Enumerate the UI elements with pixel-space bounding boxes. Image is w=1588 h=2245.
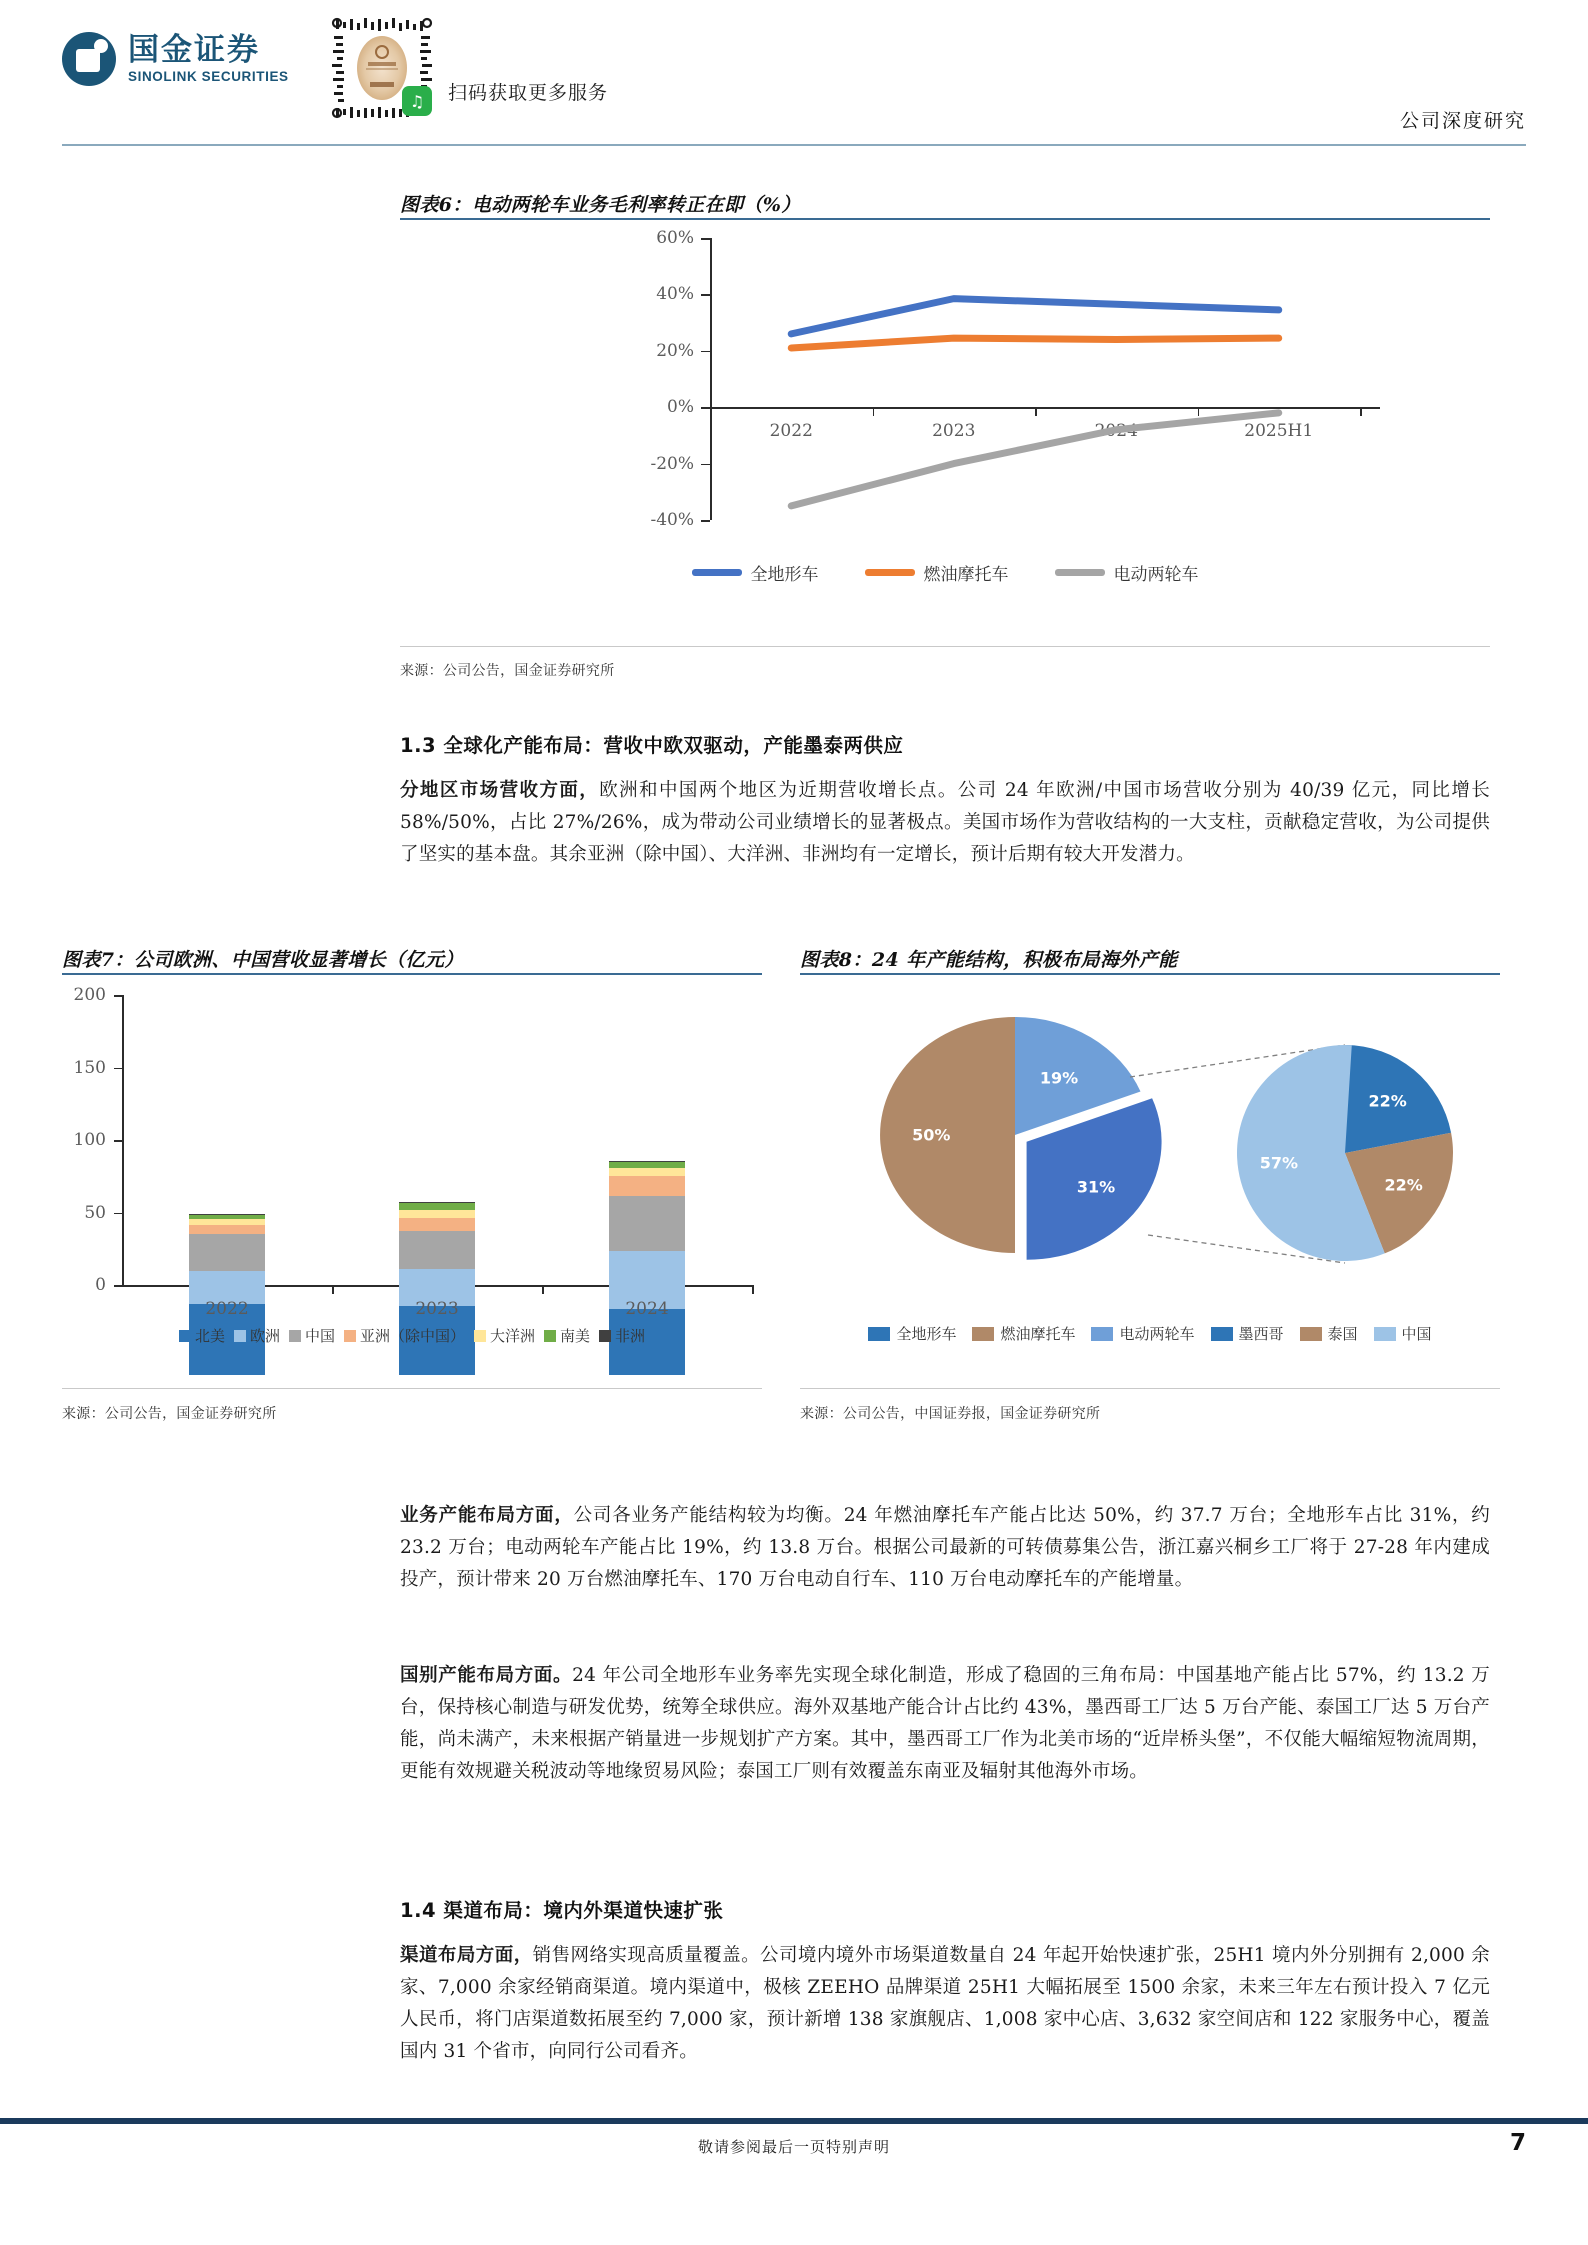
legend-label: 亚洲（除中国） bbox=[359, 1327, 465, 1345]
table-row bbox=[399, 1202, 475, 1375]
qr-block bbox=[330, 16, 630, 120]
y-axis-tick bbox=[114, 1285, 122, 1287]
x-axis-label: 2025H1 bbox=[1244, 421, 1314, 442]
legend-swatch bbox=[544, 1330, 556, 1342]
legend-label: 中国 bbox=[304, 1327, 335, 1345]
sinolink-logo-icon bbox=[62, 32, 116, 86]
exhibit-6-title: 图表6：电动两轮车业务毛利率转正在即（%） bbox=[400, 194, 801, 216]
line-series-电动两轮车 bbox=[791, 413, 1279, 506]
bar-segment-非洲 bbox=[189, 1214, 265, 1215]
exhibit-6-bottom-rule bbox=[400, 646, 1490, 647]
footer-bar bbox=[0, 2118, 1588, 2124]
section-heading-1-4: 1.4 渠道布局：境内外渠道快速扩张 bbox=[400, 1899, 724, 1922]
paragraph-lead-4: 渠道布局方面， bbox=[400, 1945, 533, 1966]
exhibit-8-rule bbox=[800, 973, 1500, 975]
legend-label: 电动两轮车 bbox=[1113, 565, 1199, 585]
y-axis-label: 50 bbox=[84, 1202, 106, 1223]
y-axis-tick bbox=[114, 1213, 122, 1215]
x-axis-tick bbox=[542, 1285, 544, 1294]
legend-label: 墨西哥 bbox=[1238, 1325, 1284, 1343]
legend-item bbox=[234, 1325, 280, 1346]
x-axis-tick bbox=[332, 1285, 334, 1294]
pie-label-31: 31% bbox=[1076, 1177, 1116, 1197]
paragraph-body-1: 欧洲和中国两个地区为近期营收增长点。公司 24 年欧洲/中国市场营收分别为 40/39 亿元，同比增长 58%/50%，占比 27%/26%，成为带动公司业绩增长的显著极点。美国市场作为营收结构的一大支柱，贡献稳定营收，为公司提供了坚实的基本盘。其余亚洲（除中国）、大洋洲、非洲均有一定增长，预计后期有较大开发潜力。 bbox=[400, 780, 1490, 865]
exhibit-8-source: 来源：公司公告，中国证券报，国金证券研究所 bbox=[800, 1406, 1101, 1422]
bar-segment-大洋洲 bbox=[609, 1168, 685, 1175]
bar-segment-中国 bbox=[609, 1196, 685, 1251]
legend-label: 燃油摩托车 bbox=[923, 565, 1009, 585]
header-divider bbox=[62, 144, 1526, 146]
legend-swatch bbox=[1300, 1327, 1322, 1341]
y-axis-label: 20% bbox=[656, 340, 694, 361]
paragraph-capacity-business bbox=[400, 1500, 1490, 1596]
brand-name-en: SINOLINK SECURITIES bbox=[128, 69, 289, 85]
legend-swatch bbox=[289, 1330, 301, 1342]
exhibit-7 bbox=[62, 945, 762, 1465]
qr-caption: 扫码获取更多服务 bbox=[448, 83, 609, 104]
legend-item bbox=[1055, 560, 1199, 585]
y-axis-label: 150 bbox=[73, 1057, 106, 1078]
document-type-label: 公司深度研究 bbox=[1399, 110, 1526, 132]
y-axis-label: 40% bbox=[656, 284, 694, 305]
line-series-燃油摩托车 bbox=[791, 338, 1279, 348]
paragraph-body-3: 24 年公司全地形车业务率先实现全球化制造，形成了稳固的三角布局：中国基地产能占比 57%，约 13.2 万台，保持核心制造与研发优势，统筹全球供应。海外双基地产能合计占比约 43%，墨西哥工厂达 5 万台产能、泰国工厂达 5 万台产能，尚未满产，未来根据产销量进一步规划扩产方案。其中，墨西哥工厂作为北美市场的“近岸桥头堡”，不仅能大幅缩短物流周期，更能有效规避关税波动等地缘贸易风险；泰国工厂则有效覆盖东南亚及辐射其他海外市场。 bbox=[400, 1665, 1490, 1782]
legend-swatch bbox=[344, 1330, 356, 1342]
y-axis-tick bbox=[114, 1140, 122, 1142]
bar-segment-亚洲（除中国） bbox=[399, 1218, 475, 1232]
exhibit-7-legend bbox=[62, 1325, 762, 1346]
legend-item bbox=[1091, 1323, 1194, 1344]
legend-label: 全地形车 bbox=[750, 565, 819, 585]
bar-segment-非洲 bbox=[399, 1202, 475, 1203]
legend-item bbox=[868, 1323, 956, 1344]
x-axis-label: 2023 bbox=[415, 1299, 459, 1319]
section-heading-1-3: 1.3 全球化产能布局：营收中欧双驱动，产能墨泰两供应 bbox=[400, 734, 904, 757]
y-axis-label: -40% bbox=[650, 510, 694, 530]
legend-item bbox=[474, 1325, 535, 1346]
x-axis-label: 2024 bbox=[1094, 421, 1138, 442]
legend-label: 电动两轮车 bbox=[1119, 1325, 1195, 1343]
legend-item bbox=[972, 1323, 1075, 1344]
x-axis-label: 2022 bbox=[769, 421, 813, 442]
brand-logo bbox=[62, 32, 289, 86]
legend-swatch bbox=[474, 1330, 486, 1342]
legend-item bbox=[179, 1325, 225, 1346]
legend-swatch bbox=[234, 1330, 246, 1342]
pie-label-22-mexico: 22% bbox=[1368, 1091, 1407, 1111]
page-number: 7 bbox=[1509, 2130, 1526, 2156]
wechat-icon: ♫ bbox=[402, 86, 432, 116]
x-axis-tick bbox=[752, 1285, 754, 1294]
bar-segment-南美 bbox=[609, 1162, 685, 1169]
legend-item bbox=[599, 1325, 645, 1346]
legend-label: 非洲 bbox=[615, 1327, 646, 1345]
paragraph-lead-1: 分地区市场营收方面， bbox=[400, 780, 600, 801]
y-axis-label: 200 bbox=[73, 985, 106, 1005]
exhibit-8-bottom-rule bbox=[800, 1388, 1500, 1389]
legend-label: 欧洲 bbox=[249, 1327, 280, 1345]
legend-label: 北美 bbox=[194, 1327, 225, 1345]
exhibit-6 bbox=[400, 190, 1490, 680]
exhibit-6-legend bbox=[400, 560, 1490, 585]
bar-segment-亚洲（除中国） bbox=[609, 1176, 685, 1196]
legend-swatch bbox=[179, 1330, 191, 1342]
legend-label: 中国 bbox=[1401, 1325, 1432, 1343]
bar-segment-大洋洲 bbox=[189, 1219, 265, 1225]
bar-segment-亚洲（除中国） bbox=[189, 1225, 265, 1234]
legend-item bbox=[692, 560, 819, 585]
paragraph-body-4: 销售网络实现高质量覆盖。公司境内境外市场渠道数量自 24 年起开始快速扩张，25H1 境内外分别拥有 2,000 余家、7,000 余家经销商渠道。境内渠道中，极核 ZEEHO 品牌渠道 25H1 大幅拓展至 1500 余家，未来三年左右预计投入 7 亿元人民币，将门店渠道数拓展至约 7,000 家，预计新增 138 家旗舰店、1,008 家中心店、3,632 家空间店和 122 家服务中心，覆盖国内 31 个省市，向同行公司看齐。 bbox=[400, 1945, 1490, 2062]
exhibit-8-plot bbox=[800, 985, 1500, 1375]
exhibit-6-source: 来源：公司公告，国金证券研究所 bbox=[400, 663, 615, 679]
pie-label-50: 50% bbox=[912, 1125, 951, 1145]
legend-item bbox=[1300, 1323, 1358, 1344]
legend-label: 全地形车 bbox=[896, 1325, 957, 1343]
pie-label-57: 57% bbox=[1259, 1153, 1299, 1173]
legend-swatch bbox=[1091, 1327, 1113, 1341]
pie-label-22-thailand: 22% bbox=[1384, 1175, 1423, 1195]
exhibit-7-rule bbox=[62, 973, 762, 975]
legend-label: 南美 bbox=[560, 1327, 591, 1345]
x-axis-label: 2024 bbox=[625, 1299, 669, 1319]
paragraph-lead-2: 业务产能布局方面， bbox=[400, 1505, 574, 1526]
bar-segment-南美 bbox=[399, 1203, 475, 1210]
legend-label: 大洋洲 bbox=[490, 1327, 536, 1345]
legend-item bbox=[544, 1325, 590, 1346]
legend-swatch bbox=[1211, 1327, 1233, 1341]
exhibit-7-source: 来源：公司公告，国金证券研究所 bbox=[62, 1406, 277, 1422]
brand-name-cn: 国金证券 bbox=[128, 32, 260, 68]
bar-segment-南美 bbox=[189, 1215, 265, 1219]
exhibit-8-legend bbox=[800, 1323, 1500, 1344]
legend-label: 燃油摩托车 bbox=[1000, 1325, 1076, 1343]
y-axis-label: 0 bbox=[95, 1275, 106, 1295]
paragraph-region-revenue bbox=[400, 775, 1490, 871]
y-axis-label: -20% bbox=[650, 453, 694, 474]
bar-segment-非洲 bbox=[609, 1161, 685, 1162]
exhibit-7-bottom-rule bbox=[62, 1388, 762, 1389]
paragraph-body-2: 公司各业务产能结构较为均衡。24 年燃油摩托车产能占比达 50%，约 37.7 万台；全地形车占比 31%，约 23.2 万台；电动两轮车产能占比 19%，约 13.8 万台。根据公司最新的可转债募集公告，浙江嘉兴桐乡工厂将于 27-28 年内建成投产，预计带来 20 万台燃油摩托车、170 万台电动自行车、110 万台电动摩托车的产能增量。 bbox=[400, 1505, 1490, 1590]
legend-item bbox=[865, 560, 1009, 585]
legend-label: 泰国 bbox=[1327, 1325, 1358, 1343]
y-axis-label: 100 bbox=[73, 1130, 106, 1150]
bar-segment-中国 bbox=[189, 1234, 265, 1271]
legend-item bbox=[344, 1325, 465, 1346]
legend-swatch bbox=[599, 1330, 611, 1342]
exhibit-8 bbox=[800, 945, 1500, 1465]
exhibit-6-rule bbox=[400, 218, 1490, 220]
exhibit-6-plot bbox=[400, 230, 1490, 630]
exhibit-8-title: 图表8：24 年产能结构，积极布局海外产能 bbox=[800, 949, 1178, 971]
paragraph-lead-3: 国别产能布局方面。 bbox=[400, 1665, 573, 1686]
x-axis-label: 2023 bbox=[932, 421, 976, 442]
exhibit-7-plot bbox=[62, 985, 762, 1375]
y-axis-label: 0% bbox=[667, 397, 694, 418]
legend-item bbox=[1211, 1323, 1284, 1344]
line-series-全地形车 bbox=[791, 299, 1279, 334]
paragraph-channel bbox=[400, 1940, 1490, 2068]
x-axis-label: 2022 bbox=[205, 1299, 249, 1319]
bar-segment-中国 bbox=[399, 1231, 475, 1269]
exhibit-7-title: 图表7：公司欧洲、中国营收显著增长（亿元） bbox=[62, 949, 464, 971]
y-axis-tick bbox=[114, 1068, 122, 1070]
page-header bbox=[0, 0, 1588, 140]
legend-swatch bbox=[692, 569, 742, 576]
legend-swatch bbox=[868, 1327, 890, 1341]
legend-swatch bbox=[865, 569, 915, 576]
paragraph-capacity-country bbox=[400, 1660, 1490, 1788]
bar-segment-大洋洲 bbox=[399, 1210, 475, 1217]
legend-item bbox=[289, 1325, 335, 1346]
y-axis-line bbox=[122, 995, 124, 1285]
legend-swatch bbox=[1055, 569, 1105, 576]
y-axis-label: 60% bbox=[656, 228, 694, 248]
table-row bbox=[189, 1214, 265, 1375]
pie-label-19: 19% bbox=[1039, 1068, 1079, 1088]
y-axis-tick bbox=[114, 995, 122, 997]
legend-swatch bbox=[1374, 1327, 1396, 1341]
legend-item bbox=[1374, 1323, 1432, 1344]
legend-swatch bbox=[972, 1327, 994, 1341]
footer-disclaimer: 敬请参阅最后一页特别声明 bbox=[697, 2138, 890, 2156]
